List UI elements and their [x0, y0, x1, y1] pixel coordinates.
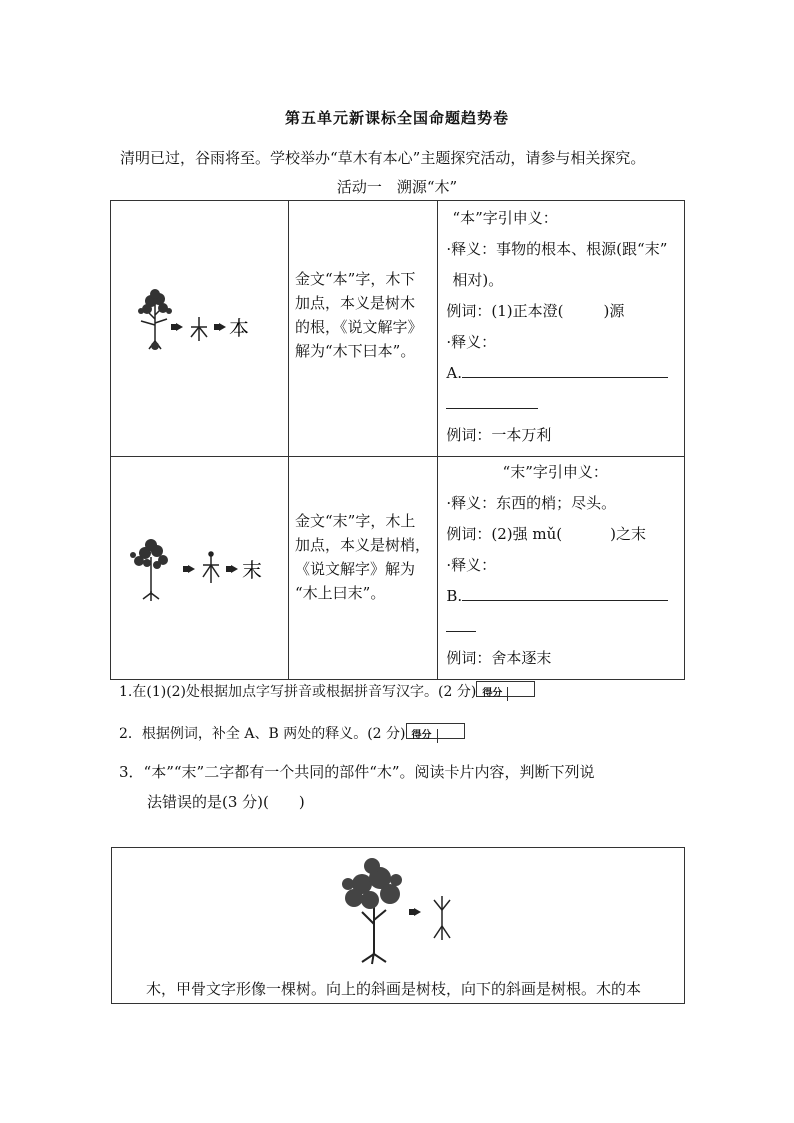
- question-2: [119, 723, 465, 743]
- mo-evolution-image: [111, 457, 288, 675]
- meanings-heading: “本”字引申义：: [452, 209, 558, 227]
- card-text: 木，甲骨文字形像一棵树。向上的斜画是树枝，向下的斜画是树根。木的本: [146, 980, 642, 998]
- example-line: [446, 519, 684, 550]
- example-line: [446, 296, 684, 327]
- table-row: [111, 457, 685, 680]
- answer-blank-a[interactable]: [462, 377, 668, 378]
- example-text: 例词：一本万利: [446, 426, 552, 444]
- answer-line-a-cont: [446, 389, 684, 420]
- question-3-cont: 法错误的是(3 分)( ): [147, 793, 305, 811]
- answer-blank-b-cont[interactable]: [446, 631, 476, 632]
- activity-title: 活动一 溯源“木”: [336, 178, 458, 196]
- answer-blank-b[interactable]: [462, 600, 668, 601]
- ben-extended-meanings: [438, 201, 685, 457]
- desc-line: 加点，本义是树木: [295, 294, 416, 312]
- desc-line: 加点，本义是树梢，: [295, 536, 431, 554]
- mo-description: [289, 457, 438, 680]
- score-input[interactable]: [508, 682, 534, 696]
- meanings-heading: “末”字引申义：: [502, 463, 608, 481]
- desc-line: 的根，《说文解字》: [295, 318, 423, 336]
- example-text: )源: [603, 302, 625, 320]
- etymology-table: [110, 200, 685, 680]
- ben-evolution-image: [111, 201, 288, 452]
- desc-line: 金文“末”字，木上: [295, 512, 416, 530]
- page-title: 第五单元新课标全国命题趋势卷: [284, 109, 509, 127]
- example-text: )之末: [610, 525, 647, 543]
- question-3: 3．“本”“末”二字都有一个共同的部件“木”。阅读卡片内容，判断下列说: [119, 763, 595, 781]
- blank-label: A.: [446, 364, 463, 382]
- table-row: [111, 201, 685, 457]
- tree-oracle-image: [332, 854, 462, 974]
- score-label: 得分: [407, 729, 438, 743]
- question-1: [119, 681, 535, 701]
- reading-card: [111, 847, 685, 1004]
- glyph-evolution-mo: [111, 457, 289, 680]
- blank-label: B.: [446, 587, 463, 605]
- intro-text: 清明已过，谷雨将至。学校举办“草木有本心”主题探究活动，请参与相关探究。: [120, 149, 646, 167]
- answer-blank-a-cont[interactable]: [446, 408, 538, 409]
- glyph-evolution-ben: [111, 201, 289, 457]
- answer-line-b-cont: [446, 612, 684, 643]
- mo-character: 末: [242, 558, 262, 582]
- score-input[interactable]: [438, 724, 464, 738]
- answer-line-b: [446, 581, 684, 612]
- example-text: 例词：(2)强 mǔ(: [446, 525, 563, 543]
- mo-extended-meanings: [438, 457, 685, 680]
- question-text: 2．根据例词，补全 A、B 两处的释义。(2 分): [119, 726, 406, 742]
- ben-description: [289, 201, 438, 457]
- meaning-text: ·释义：事物的根本、根源(跟“末”: [446, 240, 668, 258]
- desc-line: “木上曰末”。: [295, 584, 386, 602]
- score-box[interactable]: [406, 723, 465, 739]
- question-text: 1.在(1)(2)处根据加点字写拼音或根据拼音写汉字。(2 分): [119, 684, 477, 700]
- example-text: 例词：(1)正本澄(: [446, 302, 564, 320]
- desc-line: 解为“木下曰本”。: [295, 342, 416, 360]
- meaning-text: ·释义：东西的梢；尽头。: [446, 494, 617, 512]
- ben-character: 本: [229, 316, 249, 340]
- desc-line: 金文“本”字，木下: [295, 270, 416, 288]
- example-text: 例词：舍本逐末: [446, 649, 552, 667]
- desc-line: 《说文解字》解为: [295, 560, 416, 578]
- meaning-label: ·释义：: [446, 556, 497, 574]
- score-label: 得分: [477, 687, 508, 701]
- score-box[interactable]: [476, 681, 535, 697]
- answer-line-a: [446, 358, 684, 389]
- meaning-label: ·释义：: [446, 333, 497, 351]
- meaning-text: 相对)。: [452, 271, 504, 289]
